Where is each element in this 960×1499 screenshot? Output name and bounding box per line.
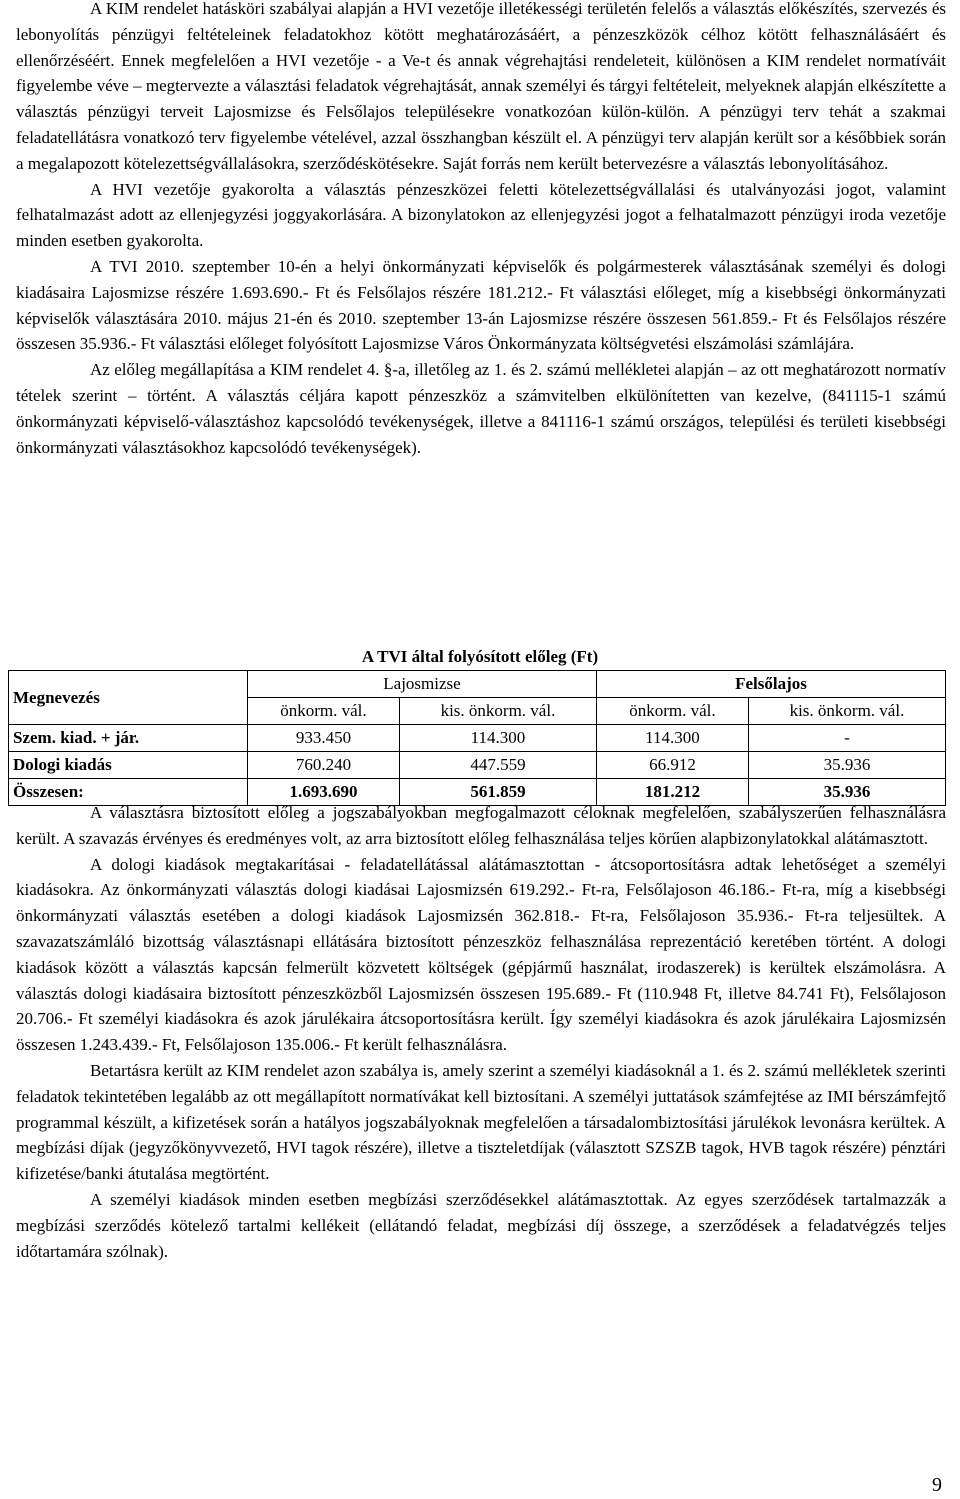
text-block-bottom	[16, 800, 946, 1264]
table-cell: 1.693.690	[248, 779, 400, 806]
table-cell: 760.240	[248, 752, 400, 779]
table-cell: 114.300	[596, 725, 748, 752]
paragraph: A TVI 2010. szeptember 10-én a helyi önkormányzati képviselők és polgármesterek választásának személyi és dologi kiadásaira Lajosmizse részére 1.693.690.- Ft és Felsőlajos részére 181.212.- Ft választási előleget, míg a kisebbségi önkormányzati képviselők választására 2010. május 21-én és 2010. szeptember 13-án Lajosmizse részére összesen 561.859.- Ft és Felsőlajos részére összesen 35.936.- Ft választási előleget folyósított Lajosmizse Város Önkormányzata költségvetési elszámolási számlájára.	[16, 256, 946, 354]
paragraph: Betartásra került az KIM rendelet azon szabálya is, amely szerint a személyi kiadásoknál a 1. és 2. számú mellékletek szerinti feladatok tekintetében legalább az ott megállapított normatívákat kell biztosítani. A személyi juttatások számfejtése az IMI bérszámfejtő programmal készült, a kifizetések során a hatályos jogszabályoknak megfelelően a társadalombiztosítási járulékok levonásra kerültek. A megbízási díjak (jegyzőkönyvvezető, HVI tagok részére), illetve a tiszteletdíjak (választott SZSZB tagok, HVB tagok részére) pénztári kifizetése/banki átutalása megtörtént.	[16, 1060, 946, 1184]
paragraph: A dologi kiadások megtakarításai - feladatellátással alátámasztottan - átcsoportosításra adtak lehetőséget a személyi kiadásokra. Az önkormányzati választás dologi kiadásai Lajosmizsén 619.292.- Ft-ra, Felsőlajoson 46.186.- Ft-ra, míg a kisebbségi önkormányzati választás esetében a dologi kiadások Lajosmizsén 362.818.- Ft-ra, Felsőlajoson 35.936.- Ft-ra teljesültek. A szavazatszámláló bizottság választásnapi ellátására biztosított pénzeszköz felhasználása reprezentáció keretében történt. A dologi kiadások között a választás kapcsán felmerült közvetett költségek (gépjármű használat, irodaszerek) is kerültek elszámolásra. A választás dologi kiadásaira biztosított pénzeszközből Lajosmizsén összesen 195.689.- Ft (110.948 Ft, illetve 84.741 Ft), Felsőlajoson 20.706.- Ft személyi kiadásokra és azok járulékaira átcsoportosításra került. Így személyi kiadásokra és azok járulékaira Lajosmizsén összesen 1.243.439.- Ft, Felsőlajoson 135.006.- Ft került felhasználásra.	[16, 854, 946, 1055]
table-cell: 114.300	[399, 725, 596, 752]
subheader-cell: kis. önkorm. vál.	[748, 698, 945, 725]
table-cell: 181.212	[596, 779, 748, 806]
paragraph: A HVI vezetője gyakorolta a választás pénzeszközei feletti kötelezettségvállalási és utalványozási jogot, valamint felhatalmazást adott az ellenjegyzési joggyakorlására. A bizonylatokon az ellenjegyzési jogot a felhatalmazott pénzügyi iroda vezetője minden esetben gyakorolta.	[16, 179, 946, 251]
table-cell: 561.859	[399, 779, 596, 806]
table-cell: -	[748, 725, 945, 752]
advance-table	[8, 670, 946, 806]
header-megnevezes: Megnevezés	[9, 671, 248, 725]
table-cell: 447.559	[399, 752, 596, 779]
row-label: Szem. kiad. + jár.	[9, 725, 248, 752]
paragraph: Az előleg megállapítása a KIM rendelet 4. §-a, illetőleg az 1. és 2. számú mellékletei alapján – az ott meghatározott normatív tételek szerint – történt. A választás céljára kapott pénzeszköz a számvitelben elkülönítetten van kezelve, (841115-1 számú önkormányzati képviselő-választáshoz kapcsolódó tevékenységek, illetve a 841116-1 számú országos, települési és területi kisebbségi önkormányzati választásokhoz kapcsolódó tevékenységek).	[16, 360, 946, 457]
table-row	[9, 725, 946, 752]
row-label: Dologi kiadás	[9, 752, 248, 779]
text-block-top	[16, 0, 946, 460]
page-number: 9	[932, 1474, 942, 1496]
subheader-cell: önkorm. vál.	[596, 698, 748, 725]
row-label: Összesen:	[9, 779, 248, 806]
header-felsolajos: Felsőlajos	[596, 671, 945, 698]
header-lajosmizse: Lajosmizse	[248, 671, 597, 698]
table-cell: 35.936	[748, 752, 945, 779]
table-row	[9, 752, 946, 779]
table-header-row	[9, 671, 946, 698]
subheader-cell: önkorm. vál.	[248, 698, 400, 725]
table-cell: 66.912	[596, 752, 748, 779]
subheader-cell: kis. önkorm. vál.	[399, 698, 596, 725]
table-cell: 35.936	[748, 779, 945, 806]
paragraph: A személyi kiadások minden esetben megbízási szerződésekkel alátámasztottak. Az egyes szerződések tartalmazzák a megbízási szerződés kötelező tartalmi kellékeit (ellátandó feladat, megbízási díj összege, a szerződések a feladatvégzés teljes időtartamára szólnak).	[16, 1189, 946, 1261]
paragraph: A KIM rendelet hatásköri szabályai alapján a HVI vezetője illetékességi területén felelős a választás előkészítés, szervezés és lebonyolítás pénzügyi feltételeinek feladatokhoz kötött meghatározásáért, a pénzeszközök célhoz kötött felhasználásáért és ellenőrzéséért. Ennek megfelelően a HVI vezetője - a Ve-t és annak végrehajtási rendeleteit, különösen a KIM rendelet normatíváit figyelembe véve – megtervezte a választási feladatok végrehajtását, annak személyi és tárgyi feltételeit, melyeknek alapján elkészítette a választás pénzügyi terveit Lajosmizse és Felsőlajos településekre vonatkozóan külön-külön. A pénzügyi terv tehát a szakmai feladatellátásra vonatkozó terv figyelembe vételével, azzal összhangban készült el. A pénzügyi terv alapján került sor a későbbiek során a megalapozott kötelezettségvállalásokra, szerződéskötésekre. Saját forrás nem került betervezésre a választás lebonyolításához.	[16, 0, 946, 173]
paragraph: A választásra biztosított előleg a jogszabályokban megfogalmazott céloknak megfelelően, szabályszerűen felhasználásra került. A szavazás érvényes és eredményes volt, az arra biztosított előleg felhasználása teljes körűen alapbizonylatokkal alátámasztott.	[16, 803, 946, 848]
table-title: A TVI által folyósított előleg (Ft)	[361, 647, 599, 666]
table-cell: 933.450	[248, 725, 400, 752]
